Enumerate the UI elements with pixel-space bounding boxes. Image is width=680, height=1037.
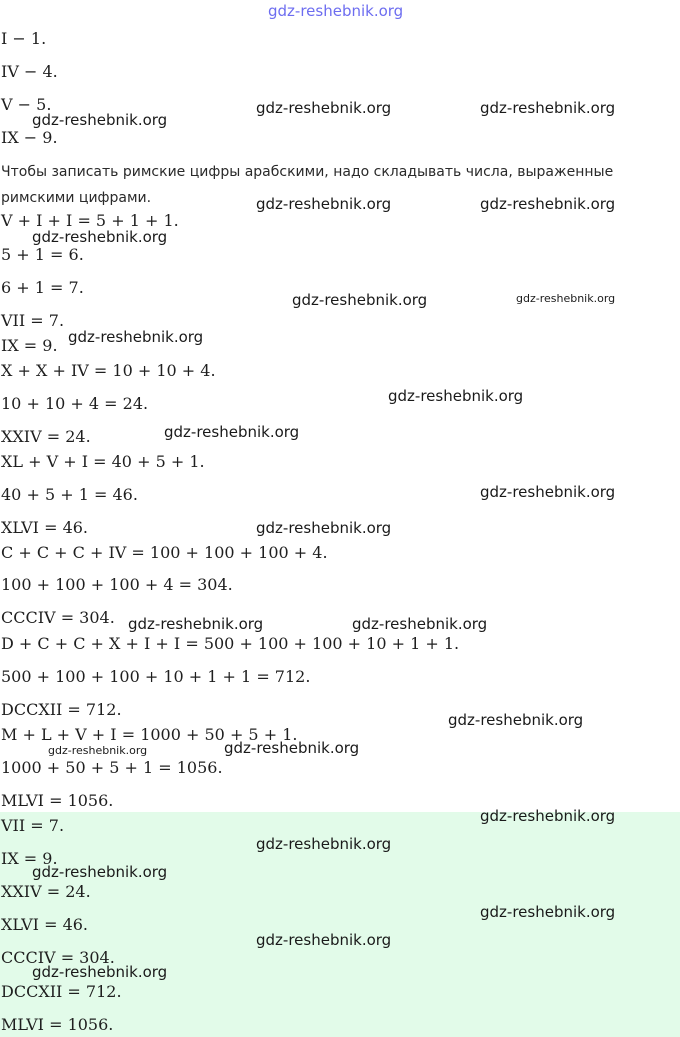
answer-line: IX = 9.	[1, 849, 58, 868]
math-line: I − 1.	[1, 29, 47, 48]
answer-line: VII = 7.	[1, 816, 65, 835]
math-line: M + L + V + I = 1000 + 50 + 5 + 1.	[1, 725, 298, 744]
watermark: gdz-reshebnik.org	[32, 963, 168, 981]
watermark: gdz-reshebnik.org	[448, 711, 584, 729]
watermark: gdz-reshebnik.org	[292, 291, 428, 309]
watermark: gdz-reshebnik.org	[68, 328, 204, 346]
answer-line: CCCIV = 304.	[1, 948, 115, 967]
math-line: 6 + 1 = 7.	[1, 278, 84, 297]
math-line: IV − 4.	[1, 62, 58, 81]
watermark: gdz-reshebnik.org	[256, 195, 392, 213]
watermark: gdz-reshebnik.org	[128, 615, 264, 633]
answer-line: XXIV = 24.	[1, 882, 91, 901]
watermark: gdz-reshebnik.org	[480, 99, 616, 117]
math-line: IX = 9.	[1, 336, 58, 355]
watermark: gdz-reshebnik.org	[388, 387, 524, 405]
math-line: MLVI = 1056.	[1, 791, 114, 810]
math-line: C + C + C + IV = 100 + 100 + 100 + 4.	[1, 543, 328, 562]
watermark: gdz-reshebnik.org	[480, 807, 616, 825]
math-line: DCCXII = 712.	[1, 700, 122, 719]
watermark: gdz-reshebnik.org	[164, 423, 300, 441]
math-line: IX − 9.	[1, 128, 58, 147]
math-line: XXIV = 24.	[1, 427, 91, 446]
math-line: XL + V + I = 40 + 5 + 1.	[1, 452, 205, 471]
watermark: gdz-reshebnik.org	[224, 739, 360, 757]
watermark: gdz-reshebnik.org	[480, 483, 616, 501]
explanation-text: римскими цифрами.	[1, 190, 152, 206]
answer-line: MLVI = 1056.	[1, 1015, 114, 1034]
watermark: gdz-reshebnik.org	[32, 111, 168, 129]
math-line: D + C + C + X + I + I = 500 + 100 + 100 + 10 + 1 + 1.	[1, 634, 460, 653]
math-line: V − 5.	[1, 95, 52, 114]
watermark: gdz-reshebnik.org	[480, 195, 616, 213]
watermark: gdz-reshebnik.org	[32, 863, 168, 881]
watermark: gdz-reshebnik.org	[256, 99, 392, 117]
explanation-text: Чтобы записать римские цифры арабскими, надо складывать числа, выраженные	[1, 164, 614, 180]
watermark: gdz-reshebnik.org	[256, 835, 392, 853]
watermark: gdz-reshebnik.org	[32, 228, 168, 246]
math-line: 500 + 100 + 100 + 10 + 1 + 1 = 712.	[1, 667, 311, 686]
watermark: gdz-reshebnik.org	[256, 519, 392, 537]
watermark: gdz-reshebnik.org	[352, 615, 488, 633]
math-line: 1000 + 50 + 5 + 1 = 1056.	[1, 758, 223, 777]
watermark: gdz-reshebnik.org	[516, 292, 616, 305]
math-line: V + I + I = 5 + 1 + 1.	[1, 211, 179, 230]
watermark: gdz-reshebnik.org	[48, 744, 148, 757]
answer-line: XLVI = 46.	[1, 915, 89, 934]
math-line: 5 + 1 = 6.	[1, 245, 84, 264]
watermark: gdz-reshebnik.org	[256, 931, 392, 949]
math-line: CCCIV = 304.	[1, 608, 115, 627]
watermark: gdz-reshebnik.org	[480, 903, 616, 921]
math-line: VII = 7.	[1, 311, 65, 330]
math-line: 10 + 10 + 4 = 24.	[1, 394, 149, 413]
math-line: X + X + IV = 10 + 10 + 4.	[1, 361, 216, 380]
header-watermark: gdz-reshebnik.org	[268, 2, 404, 20]
math-line: 40 + 5 + 1 = 46.	[1, 485, 138, 504]
math-line: XLVI = 46.	[1, 518, 89, 537]
answer-line: DCCXII = 712.	[1, 982, 122, 1001]
math-line: 100 + 100 + 100 + 4 = 304.	[1, 575, 233, 594]
